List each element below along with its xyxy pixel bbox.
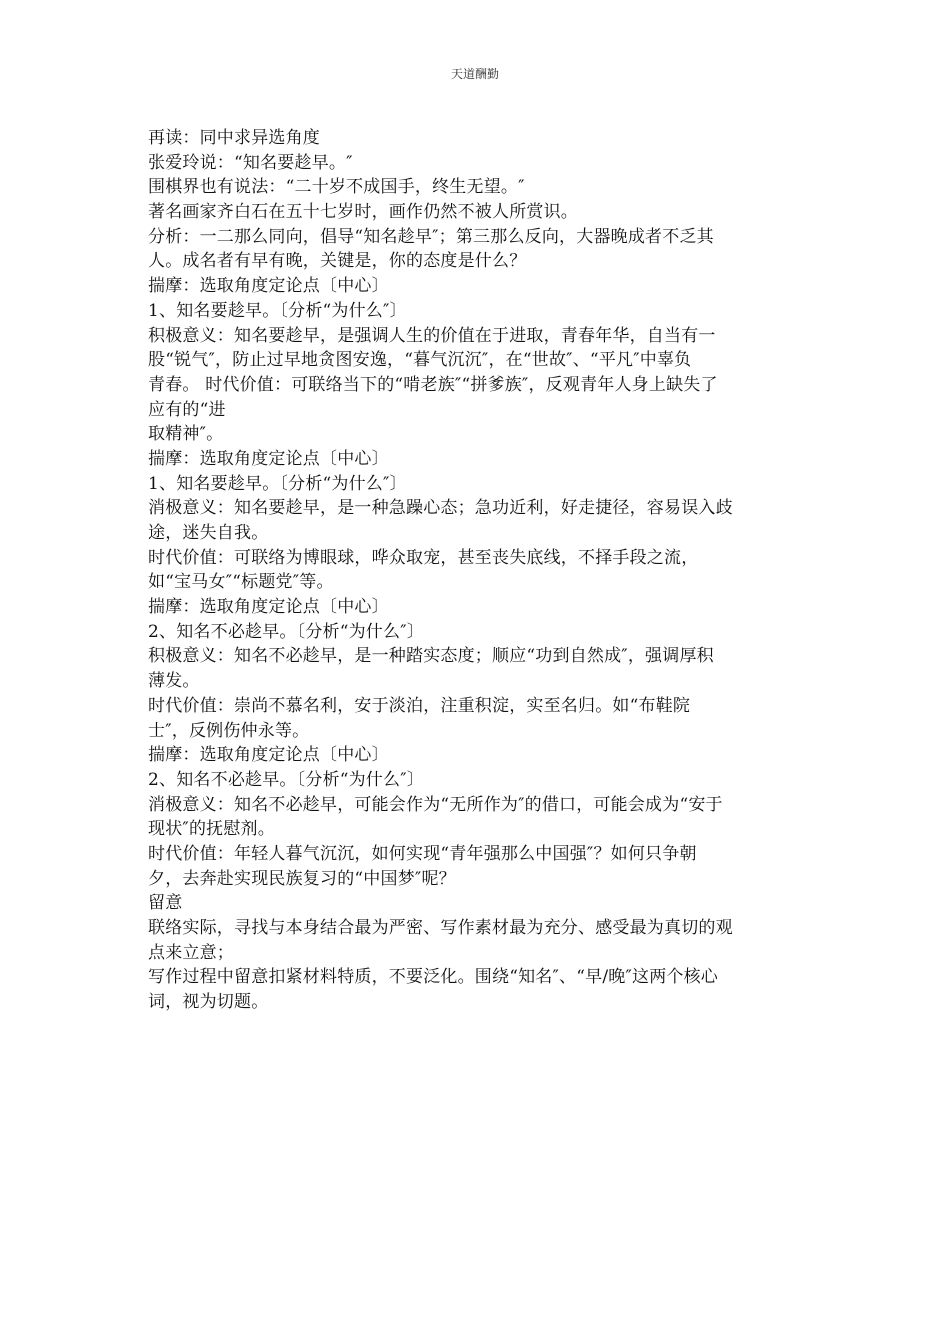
text-line: 时代价值：可联络为博眼球，哗众取宠，甚至丧失底线，不择手段之流，	[148, 547, 699, 568]
text-line: 人。成名者有早有晚，关键是，你的态度是什么？	[148, 251, 527, 272]
text-line: 股“锐气″，防止过早地贪图安逸，“暮气沉沉″，在“世故″、“平凡″中辜负	[148, 350, 692, 371]
text-line: 薄发。	[148, 671, 200, 692]
text-line: 联络实际，寻找与本身结合最为严密、写作素材最为充分、感受最为真切的观	[148, 918, 733, 938]
text-line: 消极意义：知名不必趁早，可能会作为“无所作为″的借口，可能会成为“安于	[148, 794, 723, 815]
text-line: 再读：同中求异选角度	[148, 128, 320, 148]
text-line: 2、知名不必趁早。〔分析“为什么″〕	[148, 621, 424, 642]
text-line: 士″，反例伤仲永等。	[148, 720, 310, 741]
text-line: 词，视为切题。	[148, 992, 269, 1013]
text-line: 揣摩：选取角度定论点〔中心〕	[148, 448, 389, 469]
text-line: 应有的“进	[148, 399, 226, 420]
text-line: 积极意义：知名要趁早，是强调人生的价值在于进取，青春年华，自当有一	[148, 325, 716, 346]
text-line: 现状″的抚慰剂。	[148, 819, 275, 840]
text-line: 消极意义：知名要趁早，是一种急躁心态；急功近利，好走捷径，容易误入歧	[148, 498, 733, 519]
text-line: 积极意义：知名不必趁早，是一种踏实态度；顺应“功到自然成″，强调厚积	[148, 646, 714, 667]
text-line: 张爱玲说：“知名要趁早。″	[148, 152, 353, 173]
text-line: 如“宝马女″“标题党″等。	[148, 572, 334, 593]
text-line: 围棋界也有说法：“二十岁不成国手，终生无望。″	[148, 177, 525, 198]
text-line: 1、知名要趁早。〔分析“为什么″〕	[148, 473, 407, 494]
text-line: 夕，去奔赴实现民族复习的“中国梦″呢？	[148, 868, 456, 889]
document-body	[148, 126, 808, 1015]
page-header: 天道酬勤	[450, 67, 499, 81]
text-line: 途，迷失自我。	[148, 523, 269, 543]
text-line: 揣摩：选取角度定论点〔中心〕	[148, 597, 389, 618]
text-line: 揣摩：选取角度定论点〔中心〕	[148, 745, 389, 766]
text-line: 分析：一二那么同向，倡导“知名趁早″；第三那么反向，大器晚成者不乏其	[148, 226, 714, 247]
text-line: 青春。 时代价值：可联络当下的“啃老族″“拼爹族″，反观青年人身上缺失了	[148, 374, 718, 395]
text-line: 取精神″。	[148, 424, 224, 445]
text-line: 著名画家齐白石在五十七岁时，画作仍然不被人所赏识。	[148, 202, 578, 223]
text-line: 揣摩：选取角度定论点〔中心〕	[148, 276, 389, 297]
text-line: 时代价值：年轻人暮气沉沉，如何实现“青年强那么中国强″？如何只争朝	[148, 843, 697, 864]
text-line: 写作过程中留意扣紧材料特质，不要泛化。围绕“知名″、“早/晚″这两个核心	[148, 967, 719, 988]
text-line: 2、知名不必趁早。〔分析“为什么″〕	[148, 769, 424, 790]
text-line: 1、知名要趁早。〔分析“为什么″〕	[148, 300, 407, 321]
text-line: 时代价值：崇尚不慕名利，安于淡泊，注重积淀，实至名归。如“布鞋院	[148, 695, 691, 716]
text-line: 留意	[148, 893, 183, 914]
text-line: 点来立意；	[148, 942, 234, 963]
